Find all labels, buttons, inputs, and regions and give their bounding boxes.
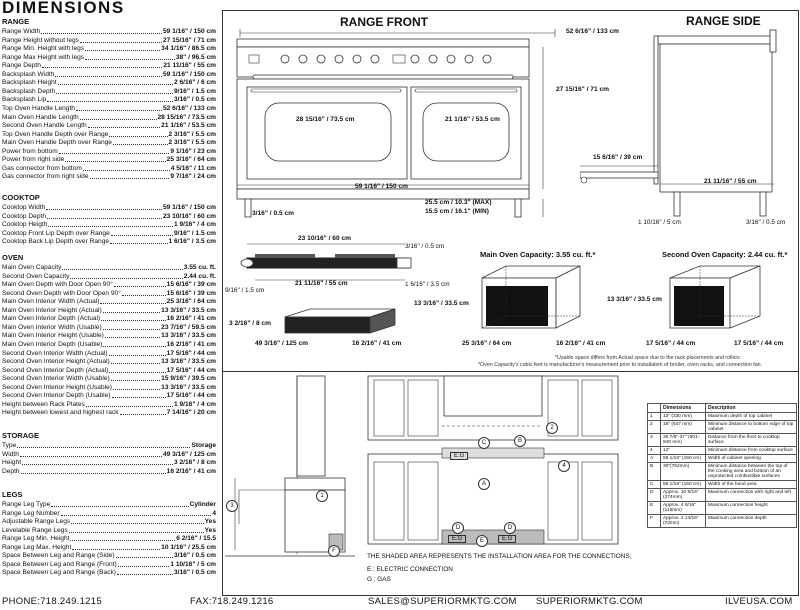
spec-label: Main Oven Interior Height (Actual) [2,306,102,314]
spec-label: Second Oven Interior Height (Actual) [2,358,110,366]
leader-dots [116,551,173,558]
spec-value: 49 3/16" / 125 cm [163,450,216,458]
table-cell-key: D [648,489,661,502]
range-width-dim: 59 1/16" / 150 cm [355,183,408,190]
footer-phone: PHONE:718.249.1215 [2,596,102,607]
leader-dots [103,323,160,330]
spec-value: 17 5/16" / 44 cm [166,392,216,400]
leader-dots [111,357,160,364]
leader-dots [80,36,162,43]
main-oven-capacity-title: Main Oven Capacity: 3.55 cu. ft.* [480,250,596,259]
spec-value: 21 1/16" / 53.5 cm [161,122,216,130]
spec-label: Top Oven Handle Depth over Range [2,130,109,138]
leader-dots [61,509,212,516]
spec-label: Main Oven Interior Width (Actual) [2,298,100,306]
main-handle-dim: 28 15/16" / 73.5 cm [296,116,355,123]
spec-value: 9/16" / 1.5 cm [174,229,216,237]
spec-value: 2 3/16" / 5.5 cm [168,130,216,138]
table-cell-key: 4 [648,447,661,455]
spec-value: 16 2/16" / 41 cm [166,315,216,323]
spec-label: Main Oven Handle Depth over Range [2,139,112,147]
cooktop-front-lip-dim: 9/16" / 1.5 cm [225,287,265,294]
second-oven-width-dim: 17 5/16" / 44 cm [646,340,696,347]
spec-value: 1 6/16" / 3.5 cm [168,238,216,246]
main-oven-depth-dim: 16 2/16" / 41 cm [556,340,606,347]
leader-dots [120,408,166,415]
table-cell-key: A [648,455,661,463]
leader-dots [110,237,167,244]
install-label-D-right: D [504,522,516,534]
installation-front-drawing [360,374,635,549]
leader-dots [111,229,173,236]
spec-label: Range Leg Type [2,501,51,508]
table-cell-dimension: 59 1/16" (150 cm) [661,455,706,463]
spec-label: Second Oven Handle Length [2,122,87,130]
table-cell-key: B [648,463,661,481]
table-cell-dimension: 18" (547 mm) [661,421,706,434]
leg-gap-dim: 3/16" / 0.5 cm [252,210,294,217]
spec-label: Range Min. Height with legs [2,45,85,53]
leader-dots [76,104,162,111]
spec-value: 2.44 cu. ft. [183,272,216,280]
leader-dots [90,172,170,179]
spec-value: 13 3/16" / 33.5 cm [161,383,216,391]
spec-value: 16 2/16" / 41 cm [166,340,216,348]
spec-row [2,568,216,577]
table-cell-description: Minimum distance to bottom edge of top cabinet [706,421,797,434]
spec-value: 3/16" / 0.5 cm [174,569,216,577]
spec-row [2,467,216,476]
spec-label: Range Depth [2,62,41,70]
range-side-drawing [580,28,795,220]
table-cell-key: C [648,481,661,489]
install-label-E: E [476,535,488,547]
table-cell-key: 2 [648,421,661,434]
table-header-description: Description [706,404,797,413]
spec-label: Backsplash Width [2,70,55,78]
installation-side-drawing [225,374,355,574]
table-row [648,463,797,481]
spec-row [2,172,216,181]
leader-dots [65,155,165,162]
leader-dots [86,400,173,407]
spec-value: 27 15/16" / 71 cm [163,36,216,44]
spec-label: Second Oven Depth with Door Open 90° [2,289,121,297]
install-label-1: 1 [316,490,328,502]
spec-value: 1 10/16" / 5 cm [170,560,216,568]
table-header-dimensions: Dimensions [661,404,706,413]
leader-dots [56,87,173,94]
spec-value: Yes [204,518,216,526]
spec-label: Range Max Height with legs [2,53,85,61]
spec-label: Power from right side [2,156,65,164]
cooktop-back-lip-dim: 3/16" / 0.5 cm [405,243,445,250]
spec-value: 16 2/16" / 41 cm [166,467,216,475]
leader-dots [101,314,165,321]
spec-value: 21 11/16" / 55 cm [163,62,216,70]
spec-value: 17 5/16" / 44 cm [166,366,216,374]
main-oven-box-drawing [470,262,600,342]
leader-dots [122,289,166,296]
spec-value: 59 1/16" / 150 cm [163,28,216,35]
spec-value: 3/16" / 0.5 cm [174,96,216,104]
leader-dots [111,374,160,381]
leader-dots [70,534,175,541]
leader-dots [103,340,165,347]
leader-dots [17,441,190,448]
spec-label: Backsplash Height [2,79,57,87]
leader-dots [109,366,165,373]
table-row [648,481,797,489]
spec-value: 15 6/16" / 39 cm [166,289,216,297]
storage-height-dim: 3 2/16" / 8 cm [229,320,271,327]
install-eg-top: E.G [450,452,468,460]
table-cell-description: Minimum distance between the top of the cooking area and bottom of an unprotected combustible surfaces [706,463,797,481]
leader-dots [48,220,173,227]
table-cell-description: Maximum connection height [706,502,797,515]
leg-height-dim: 25.5 cm / 10.3" (MAX) 15.5 cm / 16.1" (MIN) [425,199,492,215]
table-row [648,515,797,528]
table-cell-description: Distance from the floor to cooktop surface [706,434,797,447]
spec-label: Height between Rack Plates [2,400,85,408]
spec-label: Height between lowest and highest rack [2,409,119,417]
cooktop-height-dim: 1 6/16" / 3.5 cm [405,281,450,288]
table-row [648,413,797,421]
section-heading-legs: LEGS [2,490,23,499]
table-cell-key: F [648,515,661,528]
spec-label: Second Oven Interior Height (Usable) [2,383,112,391]
install-electric-note: E ; ELECTRIC CONNECTION [367,566,453,573]
table-row [648,447,797,455]
spec-label: Main Oven Handle Length [2,113,79,121]
leader-dots [42,61,163,68]
table-cell-dimension: 12" [661,447,706,455]
leader-dots [46,203,162,210]
cooktop-range-depth-dim: 21 11/16" / 55 cm [295,280,348,287]
spec-value: 4 5/16" / 11 cm [170,164,216,172]
table-cell-description: Maximum connection with right and left [706,489,797,502]
spec-label: Main Oven Depth with Door Open 90° [2,281,113,289]
leader-dots [20,450,162,457]
spec-value: 23 10/16" / 60 cm [163,212,216,220]
table-row [648,455,797,463]
spec-value: 17 5/16" / 44 cm [166,349,216,357]
side-back-gap-dim: 3/16" / 0.5 cm [746,219,786,226]
spec-value: 25 3/16" / 64 cm [166,156,216,164]
install-label-D-left: D [452,522,464,534]
footer-website-ilve[interactable]: ILVEUSA.COM [725,596,793,607]
leader-dots [51,500,188,507]
spec-label: Cooktop Width [2,204,46,211]
spec-label: Cooktop Depth [2,212,46,220]
spec-value: 2 3/16" / 5.5 cm [168,139,216,147]
main-oven-height-dim: 13 3/16" / 33.5 cm [414,300,469,307]
note-usable-space: *Usable space differs from Actual space due to the rack placements and rollers [555,355,740,361]
leader-dots [103,306,160,313]
page-title: DIMENSIONS [2,0,125,17]
leader-dots [70,272,182,279]
spec-value: 1 9/16" / 4 cm [174,400,216,408]
spec-value: 9 1/16" / 23 cm [170,147,216,155]
spec-label: Second Oven Capacity [2,272,70,280]
leader-dots [100,297,165,304]
spec-label: Height [2,459,22,467]
leader-dots [85,53,175,60]
install-label-B: B [514,435,526,447]
leader-dots [47,212,162,219]
spec-value: 3.55 cu. ft. [183,264,216,271]
table-row [648,489,797,502]
spec-label: Top Oven Handle Length [2,104,75,112]
second-handle-dim: 21 1/16" / 53.5 cm [445,116,500,123]
spec-value: 4 [212,509,216,517]
spec-label: Second Oven Interior Width (Usable) [2,375,110,383]
spec-label: Depth [2,467,20,475]
note-oven-capacity: *Oven Capacity's cubic feet is manufacturer's measurement prior to installation of broiler, oven racks, and connection fan. [478,362,763,368]
spec-value: 59 1/16" / 150 cm [163,70,216,78]
leader-dots [69,526,204,533]
spec-label: Space Between Leg and Range (Back) [2,569,116,577]
spec-value: 1 9/16" / 4 cm [174,221,216,229]
table-cell-description: Maximum depth of top cabinet [706,413,797,421]
spec-label: Range Width [2,28,41,35]
table-cell-dimension: 59 1/16" (150 cm) [661,481,706,489]
leader-dots [59,147,170,154]
table-cell-key: 3 [648,434,661,447]
leader-dots [21,467,166,474]
spec-label: Space Between Leg and Range (Side) [2,552,115,560]
spec-row [2,408,216,417]
spec-label: Backsplash Depth [2,87,56,95]
leader-dots [113,383,160,390]
table-header-blank [648,404,661,413]
leader-dots [109,130,167,137]
install-shaded-note: THE SHADED AREA REPRESENTS THE INSTALLATION AREA FOR THE CONNECTIONS; [367,553,632,560]
spec-value: 13 3/16" / 33.5 cm [161,358,216,366]
leader-dots [88,121,160,128]
section-heading-storage: STORAGE [2,431,39,440]
install-label-C: C [478,437,490,449]
spec-label: Second Oven Interior Depth (Usable) [2,392,111,400]
table-cell-dimension: Approx. 10 9/16" (274mm) [661,489,706,502]
second-oven-box-drawing [660,262,790,342]
side-door-open-dim: 15 6/16" / 39 cm [593,154,643,161]
table-cell-dimension: Approx. 4 9/16" (115mm) [661,502,706,515]
footer-fax: FAX:718.249.1216 [190,596,274,607]
second-oven-height-dim: 13 3/16" / 33.5 cm [607,296,662,303]
spec-value: 10 1/16" / 25.5 cm [161,543,216,551]
spec-value: 3 2/16" / 8 cm [174,459,216,467]
install-eg-right: E.G [498,535,516,543]
spec-label: Backsplash Lip [2,96,47,104]
spec-value: 15 9/16" / 39.5 cm [161,375,216,383]
table-cell-description: Width of cabinet opening [706,455,797,463]
leader-dots [72,543,160,550]
top-handle-dim: 52 6/16" / 133 cm [566,28,619,35]
install-label-3: 3 [226,500,238,512]
spec-label: Width [2,450,19,458]
spec-label: Cooktop Back Lip Depth over Range [2,238,110,246]
install-label-F: F [328,545,340,557]
storage-drawing [275,305,410,345]
leader-dots [114,280,166,287]
table-cell-description: Minimum distance from cooktop surface [706,447,797,455]
install-label-4: 4 [558,460,570,472]
spec-label: Main Oven Capacity [2,264,62,271]
spec-value: 3/16" / 0.5 cm [174,552,216,560]
leader-dots [22,458,173,465]
dimensions-table [647,403,797,528]
spec-value: 59 1/16" / 150 cm [163,204,216,211]
range-side-title: RANGE SIDE [686,14,761,28]
section-heading-range: RANGE [2,17,30,26]
table-row [648,421,797,434]
leader-dots [117,568,173,575]
table-cell-dimension: 13" (330 mm) [661,413,706,421]
footer-email[interactable]: SALES@SUPERIORMKTG.COM [368,596,517,607]
table-cell-dimension: 35 7/8"-37" (901-940 mm) [661,434,706,447]
leader-dots [55,70,162,77]
spec-label: Second Oven Interior Width (Actual) [2,349,108,357]
spec-label: Gas connector from bottom [2,164,82,172]
spec-label: Cooktop Heigth [2,221,48,229]
table-cell-key: E [648,502,661,515]
leader-dots [109,349,166,356]
spec-value: Yes [204,526,216,534]
spec-label: Range Height without legs [2,36,79,44]
range-height-dim: 27 15/16" / 71 cm [556,86,609,93]
spec-value: Storage [191,442,216,449]
spec-row [2,237,216,246]
spec-label: Space Between Leg and Range (Front) [2,560,117,568]
spec-value: 15 6/16" / 39 cm [166,281,216,289]
spec-value: 52 6/16" / 133 cm [163,104,216,112]
second-oven-capacity-title: Second Oven Capacity: 2.44 cu. ft.* [662,250,788,259]
spec-label: Adjustable Range Legs [2,518,71,526]
spec-label: Range Leg Max. Height [2,543,72,551]
install-label-A: A [478,478,490,490]
side-front-gap-dim: 1 10/16" / 5 cm [638,219,681,226]
table-row [648,502,797,515]
leader-dots [58,78,173,85]
spec-value: 2 6/16" / 6 cm [174,79,216,87]
table-cell-dimension: 30"(762mm) [661,463,706,481]
spec-label: Gas connector from right side [2,173,89,181]
spec-value: 34 1/16" / 86.5 cm [161,45,216,53]
spec-value: 9 7/16" / 24 cm [170,173,216,181]
leader-dots [118,560,170,567]
spec-value: 23 7/16" / 59.5 cm [161,323,216,331]
cooktop-depth-dim: 23 10/16" / 60 cm [298,235,351,242]
leader-dots [85,44,160,51]
leader-dots [47,95,173,102]
section-heading-oven: OVEN [2,253,24,262]
leader-dots [83,164,170,171]
table-cell-dimension: Approx. 2 13/16" (72mm) [661,515,706,528]
table-cell-description: Maximum connection depth [706,515,797,528]
spec-value: 9/16" / 1.5 cm [174,87,216,95]
range-front-drawing [225,25,580,220]
spec-label: Main Oven Interior Width (Usable) [2,323,102,331]
leader-dots [41,27,162,34]
spec-label: Main Oven Interior Height (Usable) [2,332,104,340]
install-eg-left: E.G [448,535,466,543]
spec-label: Cooktop Front Lip Depth over Range [2,229,110,237]
spec-value: 25 3/16" / 64 cm [166,298,216,306]
spec-value: 38" / 96.5 cm [175,53,216,61]
second-oven-depth-dim: 17 5/16" / 44 cm [734,340,784,347]
spec-label: Range Leg Number [2,509,60,517]
spec-label: Type [2,442,17,449]
spec-label: Main Oven Interior Depth (Actual) [2,315,101,323]
leader-dots [105,331,160,338]
leader-dots [62,263,182,270]
range-front-title: RANGE FRONT [340,15,428,29]
spec-label: Main Oven Interior Depth (Usable) [2,340,103,348]
section-heading-cooktop: COOKTOP [2,193,40,202]
leader-dots [112,391,166,398]
table-row [648,434,797,447]
leader-dots [71,517,203,524]
spec-label: Range Leg Min. Height [2,535,70,543]
spec-value: 13 3/16" / 33.5 cm [161,306,216,314]
leader-dots [80,113,157,120]
table-cell-description: Width of the hood area [706,481,797,489]
table-cell-key: 1 [648,413,661,421]
spec-value: 13 3/16" / 33.5 cm [161,332,216,340]
install-gas-note: G ; GAS [367,576,391,583]
spec-value: 28 15/16" / 73.5 cm [157,113,216,121]
spec-label: Second Oven Interior Depth (Actual) [2,366,109,374]
spec-value: Cylinder [189,501,216,508]
side-depth-dim: 21 11/16" / 55 cm [704,178,757,185]
storage-width-dim: 49 3/16" / 125 cm [255,340,308,347]
install-label-2: 2 [546,422,558,434]
spec-value: 7 14/16" / 20 cm [166,409,216,417]
main-oven-width-dim: 25 3/16" / 64 cm [462,340,512,347]
footer-website[interactable]: SUPERIORMKTG.COM [536,596,643,607]
leader-dots [113,138,168,145]
spec-label: Power from bottom [2,147,58,155]
storage-depth-dim: 16 2/16" / 41 cm [352,340,402,347]
spec-value: 6 2/16" / 15.5 [176,535,216,543]
spec-label: Levelable Range Legs [2,526,68,534]
